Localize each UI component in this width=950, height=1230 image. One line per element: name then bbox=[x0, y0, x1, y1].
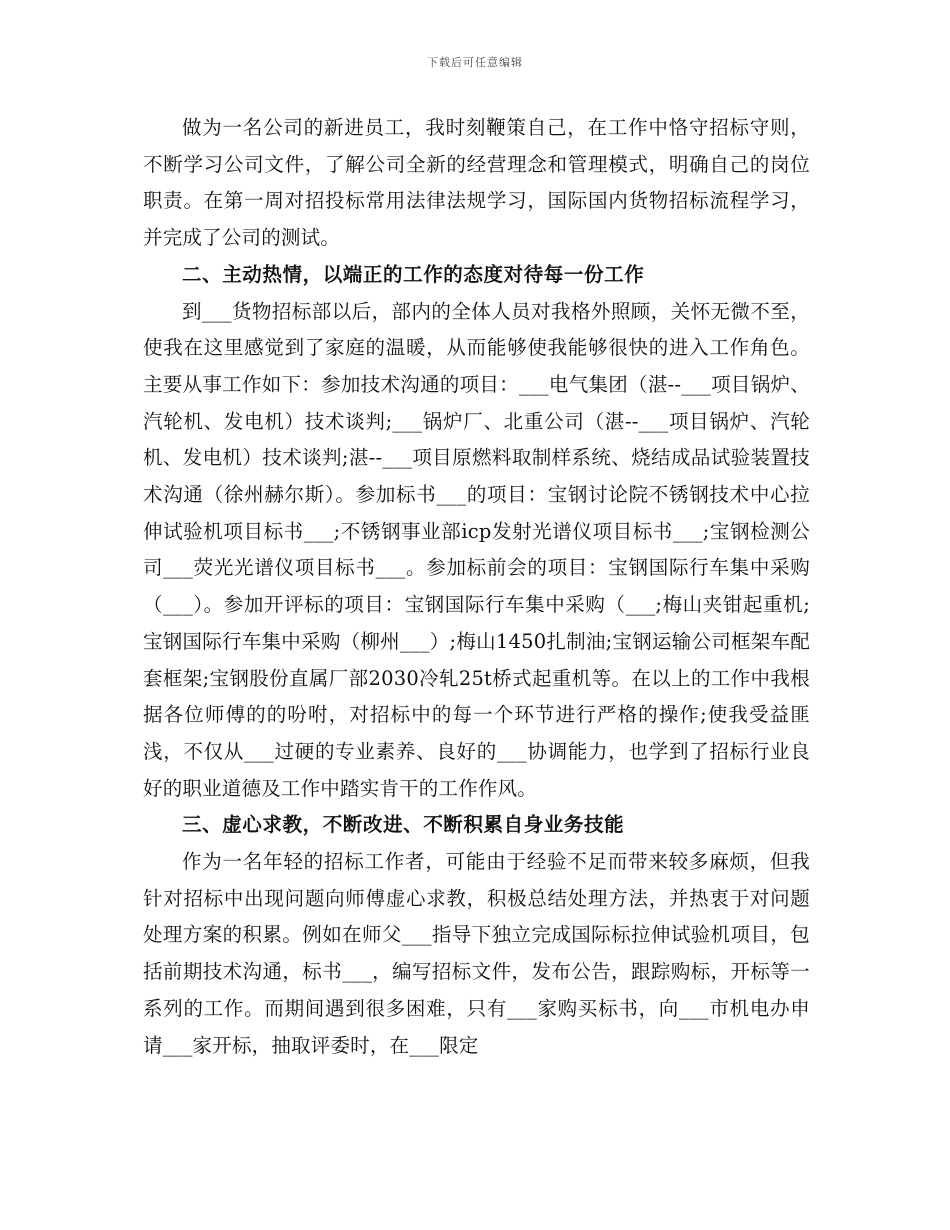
paragraph-1: 做为一名公司的新进员工，我时刻鞭策自己，在工作中恪守招标守则，不断学习公司文件，了解公司全新的经营理念和管理模式，明确自己的岗位职责。在第一周对招投标常用法律法规学习，国际国内货物招标流程学习，并完成了公司的测试。 bbox=[143, 116, 810, 250]
section-heading-3: 三、虚心求教，不断改进、不断积累自身业务技能 bbox=[182, 813, 625, 837]
page-header-note: 下载后可任意编辑 bbox=[427, 56, 523, 69]
paragraph-2: 到___货物招标部以后，部内的全体人员对我格外照顾，关怀无微不至，使我在这里感觉到了家庭的温暖，从而能够使我能够很快的进入工作角色。主要从事工作如下：参加技术沟通的项目：___电气集团（湛--___项目锅炉、汽轮机、发电机）技术谈判;___锅炉厂、北重公司（湛--___项目锅炉、汽轮机、发电机）技术谈判;湛--___项目原燃料取制样系统、烧结成品试验装置技术沟通（徐州赫尔斯）。参加标书___的项目：宝钢讨论院不锈钢技术中心拉伸试验机项目标书___;不锈钢事业部icp发射光谱仪项目标书___;宝钢检测公司___荧光光谱仪项目标书___。参加标前会的项目：宝钢国际行车集中采购（___）。参加开评标的项目：宝钢国际行车集中采购（___;梅山夹钳起重机;宝钢国际行车集中采购（柳州___）;梅山1450扎制油;宝钢运输公司框架车配套框架;宝钢股份直属厂部2030冷轧25t桥式起重机等。在以上的工作中我根据各位师傅的的吩咐，对招标中的每一个环节进行严格的操作;使我受益匪浅，不仅从___过硬的专业素养、良好的___协调能力，也学到了招标行业良好的职业道德及工作中踏实肯干的工作作风。 bbox=[143, 299, 810, 800]
paragraph-3: 作为一名年轻的招标工作者，可能由于经验不足而带来较多麻烦，但我针对招标中出现问题向师傅虚心求教，积极总结处理方法，并热衷于对问题处理方案的积累。例如在师父___指导下独立完成国际标拉伸试验机项目，包括前期技术沟通，标书___，编写招标文件，发布公告，跟踪购标，开标等一系列的工作。而期间遇到很多困难，只有___家购买标书，向___市机电办申请___家开标，抽取评委时，在___限定 bbox=[143, 850, 810, 1057]
document-body bbox=[143, 110, 810, 1064]
section-heading-2: 二、主动热情，以端正的工作的态度对待每一份工作 bbox=[182, 262, 645, 286]
